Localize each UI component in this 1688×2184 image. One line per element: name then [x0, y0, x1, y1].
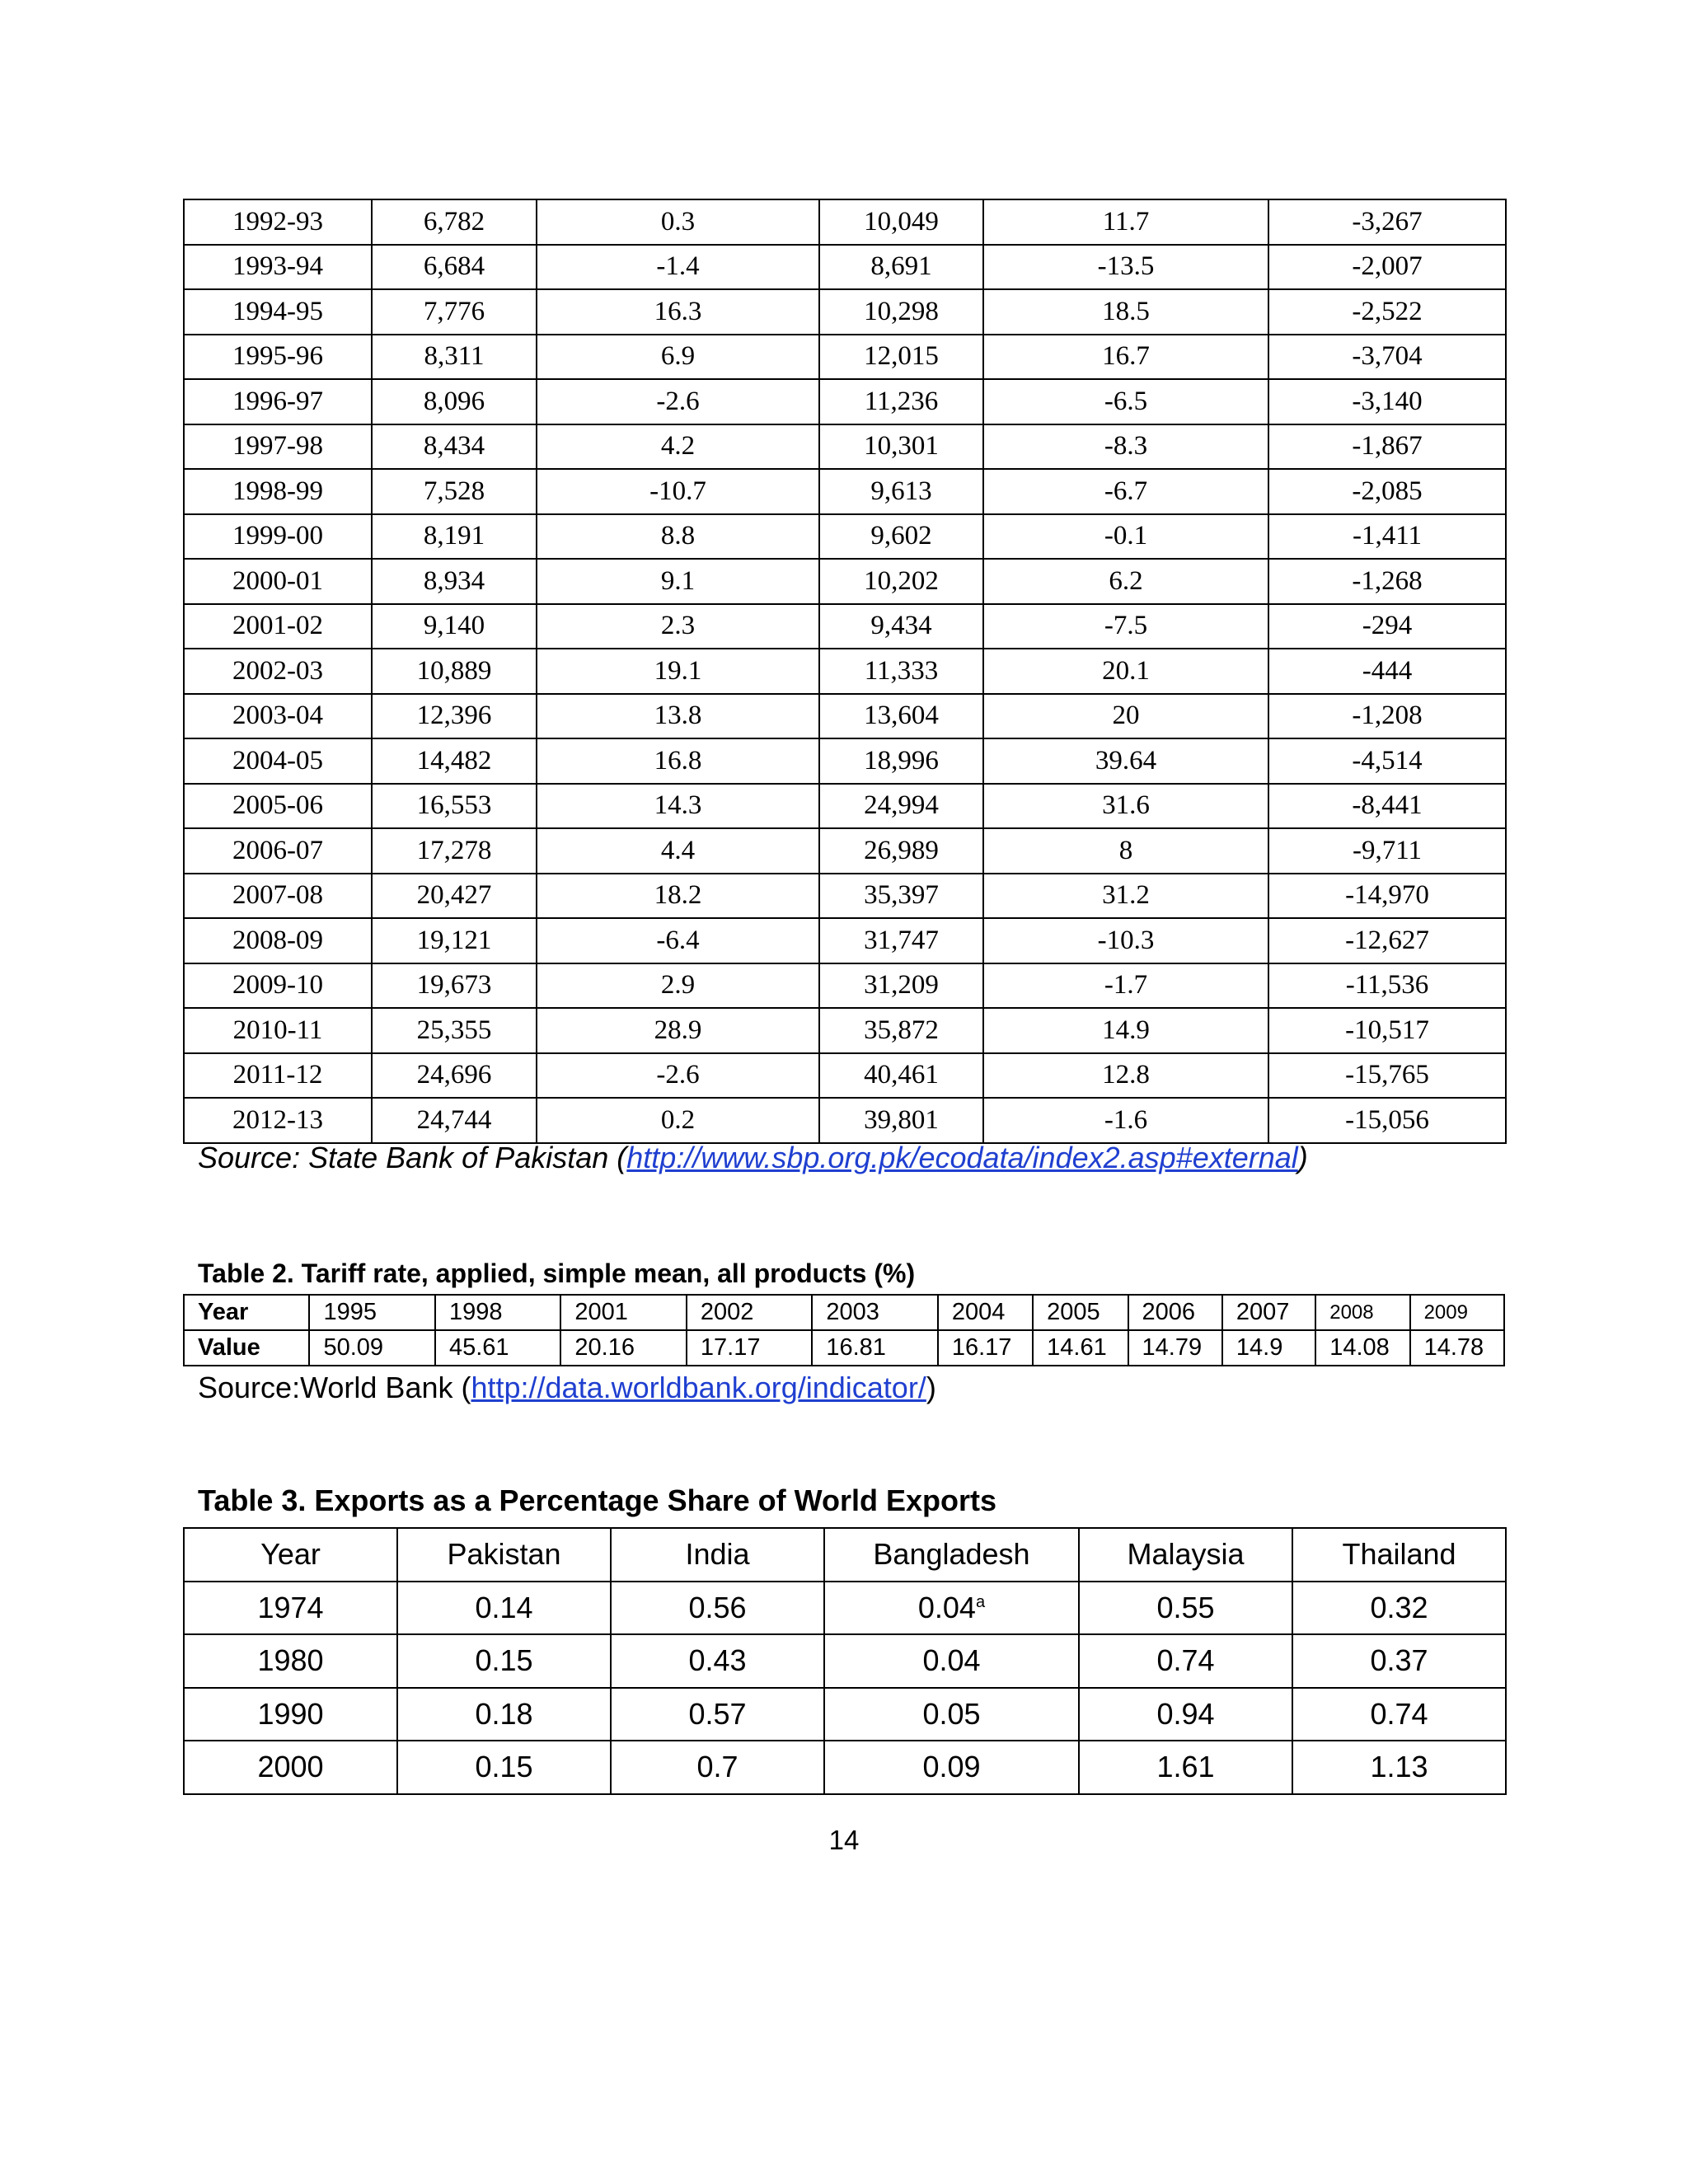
table-cell: 6.9: [537, 335, 819, 380]
tariff-year-cell: 2001: [560, 1295, 686, 1330]
table-cell: 0.37: [1292, 1634, 1506, 1688]
table-cell: 28.9: [537, 1008, 819, 1053]
table-cell: 1992-93: [184, 199, 372, 245]
footnote-marker: a: [975, 1592, 986, 1611]
table-cell: -8,441: [1268, 784, 1506, 829]
table-row: [184, 379, 1506, 424]
tariff-year-cell: 2008: [1315, 1295, 1409, 1330]
table-cell: -10,517: [1268, 1008, 1506, 1053]
table-row: [184, 784, 1506, 829]
table-cell: -0.1: [983, 514, 1268, 560]
table-cell: -2,085: [1268, 469, 1506, 514]
tariff-value-cell: 17.17: [687, 1330, 812, 1366]
table-cell: 2006-07: [184, 828, 372, 874]
table-cell: 1994-95: [184, 289, 372, 335]
tariff-value-cell: 14.78: [1410, 1330, 1504, 1366]
table-cell: 9,602: [819, 514, 983, 560]
table-cell: 1995-96: [184, 335, 372, 380]
table-cell: -1.7: [983, 963, 1268, 1009]
table-cell: 2010-11: [184, 1008, 372, 1053]
table-cell: -3,140: [1268, 379, 1506, 424]
table-cell: 2000-01: [184, 559, 372, 604]
table-cell: -9,711: [1268, 828, 1506, 874]
table-cell: 7,528: [372, 469, 537, 514]
table-cell: -14,970: [1268, 874, 1506, 919]
table-cell: 8: [983, 828, 1268, 874]
table-row: [184, 963, 1506, 1009]
table-cell: 31,209: [819, 963, 983, 1009]
table-cell: 26,989: [819, 828, 983, 874]
table-row: [184, 1634, 1506, 1688]
table-cell: -7.5: [983, 604, 1268, 649]
table-cell: 39,801: [819, 1098, 983, 1143]
table-row: [184, 424, 1506, 470]
table-cell: 2005-06: [184, 784, 372, 829]
table-row: [184, 828, 1506, 874]
world-exports-share-body: [184, 1528, 1506, 1794]
table-row: [184, 1582, 1506, 1635]
table-cell: -1,411: [1268, 514, 1506, 560]
table-cell: 0.04: [824, 1634, 1079, 1688]
table-cell: 12.8: [983, 1053, 1268, 1099]
table-cell: -15,765: [1268, 1053, 1506, 1099]
table-row: [184, 514, 1506, 560]
table-cell: 18.2: [537, 874, 819, 919]
table-cell: 0.15: [397, 1741, 611, 1794]
table-cell: -12,627: [1268, 918, 1506, 963]
table-cell: 9,140: [372, 604, 537, 649]
table-cell: 40,461: [819, 1053, 983, 1099]
table-cell: [824, 1582, 1079, 1635]
table-header-row: [184, 1528, 1506, 1582]
table-cell: 2002-03: [184, 649, 372, 694]
table-cell: -2,007: [1268, 245, 1506, 290]
table-cell: 14,482: [372, 738, 537, 784]
table-cell: 19.1: [537, 649, 819, 694]
table-cell: 8,934: [372, 559, 537, 604]
table-row: [184, 1098, 1506, 1143]
tariff-value-row: [184, 1330, 1504, 1366]
table-cell: -1.4: [537, 245, 819, 290]
table-cell: -6.7: [983, 469, 1268, 514]
table-cell: -294: [1268, 604, 1506, 649]
table-cell: 0.18: [397, 1688, 611, 1741]
table-cell: 10,889: [372, 649, 537, 694]
table-cell: 13,604: [819, 694, 983, 739]
column-header: Malaysia: [1079, 1528, 1292, 1582]
table-cell: 4.4: [537, 828, 819, 874]
table-cell: 2.3: [537, 604, 819, 649]
table2-source: Source:World Bank (http://data.worldbank.org/indicator/): [198, 1371, 936, 1404]
table-cell: 1.13: [1292, 1741, 1506, 1794]
table-cell: 2001-02: [184, 604, 372, 649]
table-cell: 1998-99: [184, 469, 372, 514]
table-cell: 0.74: [1079, 1634, 1292, 1688]
export-import-table: [183, 199, 1507, 1144]
table-cell: 10,049: [819, 199, 983, 245]
table-cell: 35,397: [819, 874, 983, 919]
table-row: [184, 469, 1506, 514]
table-cell: 8.8: [537, 514, 819, 560]
table-cell: 16.3: [537, 289, 819, 335]
table-cell: 8,691: [819, 245, 983, 290]
table-cell: 1.61: [1079, 1741, 1292, 1794]
table-cell: 8,434: [372, 424, 537, 470]
tariff-year-cell: 2002: [687, 1295, 812, 1330]
table-cell: -1,208: [1268, 694, 1506, 739]
tariff-year-row: [184, 1295, 1504, 1330]
table-cell: 0.94: [1079, 1688, 1292, 1741]
table-row: [184, 918, 1506, 963]
tariff-year-cell: 2004: [938, 1295, 1033, 1330]
table-cell: 4.2: [537, 424, 819, 470]
tariff-value-cell: 14.08: [1315, 1330, 1409, 1366]
world-exports-share-table: [183, 1527, 1507, 1795]
table-cell: 10,202: [819, 559, 983, 604]
table-cell: 12,396: [372, 694, 537, 739]
table-cell: 17,278: [372, 828, 537, 874]
tariff-value-cell: 14.9: [1222, 1330, 1315, 1366]
table-row: [184, 335, 1506, 380]
table-row: [184, 738, 1506, 784]
table-cell: -11,536: [1268, 963, 1506, 1009]
table-row: [184, 1688, 1506, 1741]
table-cell: 7,776: [372, 289, 537, 335]
table-cell: 31.6: [983, 784, 1268, 829]
table-cell: 8,191: [372, 514, 537, 560]
tariff-value-cell: 14.79: [1128, 1330, 1222, 1366]
tariff-value-cell: 16.17: [938, 1330, 1033, 1366]
table-cell: 35,872: [819, 1008, 983, 1053]
export-import-table-body: [184, 199, 1506, 1143]
table-cell: -10.7: [537, 469, 819, 514]
table-cell: 2011-12: [184, 1053, 372, 1099]
tariff-year-cell: 2006: [1128, 1295, 1222, 1330]
table-row: [184, 1741, 1506, 1794]
table-cell: 6.2: [983, 559, 1268, 604]
table-cell: 20.1: [983, 649, 1268, 694]
table-row: [184, 1008, 1506, 1053]
cell-value: 0.04: [917, 1590, 976, 1624]
table-cell: 10,298: [819, 289, 983, 335]
table-cell: -1.6: [983, 1098, 1268, 1143]
table-cell: -444: [1268, 649, 1506, 694]
table-cell: 9,613: [819, 469, 983, 514]
column-header: Thailand: [1292, 1528, 1506, 1582]
table-cell: 1993-94: [184, 245, 372, 290]
table-cell: 19,673: [372, 963, 537, 1009]
table-cell: 0.56: [611, 1582, 824, 1635]
table-cell: 0.7: [611, 1741, 824, 1794]
table-cell: 2008-09: [184, 918, 372, 963]
table-cell: 2003-04: [184, 694, 372, 739]
table-cell: -2.6: [537, 379, 819, 424]
table-cell: 10,301: [819, 424, 983, 470]
table-cell: -10.3: [983, 918, 1268, 963]
table-cell: -2,522: [1268, 289, 1506, 335]
table-cell: 31.2: [983, 874, 1268, 919]
table-cell: 31,747: [819, 918, 983, 963]
table-cell: 6,782: [372, 199, 537, 245]
worldbank-source-link[interactable]: http://data.worldbank.org/indicator/: [471, 1371, 926, 1404]
tariff-rate-table: [183, 1294, 1505, 1366]
table-cell: 25,355: [372, 1008, 537, 1053]
table2-caption: Table 2. Tariff rate, applied, simple mean, all products (%): [198, 1258, 916, 1288]
table-cell: -3,267: [1268, 199, 1506, 245]
tariff-value-cell: 16.81: [812, 1330, 937, 1366]
table-cell: -8.3: [983, 424, 1268, 470]
table-cell: 0.32: [1292, 1582, 1506, 1635]
column-header: India: [611, 1528, 824, 1582]
table-cell: 24,994: [819, 784, 983, 829]
table-cell: 13.8: [537, 694, 819, 739]
table-cell: 14.9: [983, 1008, 1268, 1053]
tariff-value-cell: 20.16: [560, 1330, 686, 1366]
tariff-year-cell: 1998: [435, 1295, 560, 1330]
table-cell: 18.5: [983, 289, 1268, 335]
table-cell: -13.5: [983, 245, 1268, 290]
tariff-value-label: Value: [184, 1330, 309, 1366]
table-cell: 0.2: [537, 1098, 819, 1143]
table-cell: 0.05: [824, 1688, 1079, 1741]
table-cell: -4,514: [1268, 738, 1506, 784]
table-cell: -15,056: [1268, 1098, 1506, 1143]
table-cell: 1974: [184, 1582, 397, 1635]
table-row: [184, 1053, 1506, 1099]
tariff-year-cell: 2009: [1410, 1295, 1504, 1330]
table-cell: 0.15: [397, 1634, 611, 1688]
table-cell: 11,236: [819, 379, 983, 424]
column-header: Pakistan: [397, 1528, 611, 1582]
table1-source: Source: State Bank of Pakistan (http://www.sbp.org.pk/ecodata/index2.asp#external): [198, 1141, 1308, 1174]
table-row: [184, 874, 1506, 919]
table-row: [184, 245, 1506, 290]
table-cell: 0.09: [824, 1741, 1079, 1794]
table-row: [184, 694, 1506, 739]
table-cell: -3,704: [1268, 335, 1506, 380]
table-row: [184, 604, 1506, 649]
table-cell: 2012-13: [184, 1098, 372, 1143]
table-cell: 0.43: [611, 1634, 824, 1688]
table-cell: 16,553: [372, 784, 537, 829]
table-cell: 2000: [184, 1741, 397, 1794]
table-cell: 0.14: [397, 1582, 611, 1635]
tariff-value-cell: 14.61: [1033, 1330, 1128, 1366]
table-cell: -1,867: [1268, 424, 1506, 470]
tariff-year-cell: 1995: [309, 1295, 434, 1330]
table-cell: 1999-00: [184, 514, 372, 560]
table-cell: 16.7: [983, 335, 1268, 380]
table-cell: 19,121: [372, 918, 537, 963]
tariff-year-cell: 2005: [1033, 1295, 1128, 1330]
table-cell: 1980: [184, 1634, 397, 1688]
table-cell: -1,268: [1268, 559, 1506, 604]
table-cell: 2007-08: [184, 874, 372, 919]
table-row: [184, 649, 1506, 694]
table-cell: 16.8: [537, 738, 819, 784]
table-cell: 0.74: [1292, 1688, 1506, 1741]
table-cell: 24,744: [372, 1098, 537, 1143]
table-row: [184, 559, 1506, 604]
sbp-source-link[interactable]: http://www.sbp.org.pk/ecodata/index2.asp#external: [626, 1141, 1298, 1174]
table-cell: 8,096: [372, 379, 537, 424]
table-cell: 14.3: [537, 784, 819, 829]
table3-caption: Table 3. Exports as a Percentage Share of World Exports: [198, 1483, 996, 1517]
table-cell: 2009-10: [184, 963, 372, 1009]
table-cell: 2004-05: [184, 738, 372, 784]
table-cell: -6.5: [983, 379, 1268, 424]
table-cell: -2.6: [537, 1053, 819, 1099]
table-cell: 20,427: [372, 874, 537, 919]
table-cell: 6,684: [372, 245, 537, 290]
table-cell: 20: [983, 694, 1268, 739]
table-cell: 2.9: [537, 963, 819, 1009]
table-cell: 0.55: [1079, 1582, 1292, 1635]
table-cell: 1996-97: [184, 379, 372, 424]
table-cell: 1997-98: [184, 424, 372, 470]
table-cell: 9.1: [537, 559, 819, 604]
column-header: Bangladesh: [824, 1528, 1079, 1582]
table-cell: 0.3: [537, 199, 819, 245]
table-cell: 9,434: [819, 604, 983, 649]
table-cell: 11.7: [983, 199, 1268, 245]
table-cell: -6.4: [537, 918, 819, 963]
table-cell: 18,996: [819, 738, 983, 784]
table-cell: 0.57: [611, 1688, 824, 1741]
table-cell: 11,333: [819, 649, 983, 694]
table-cell: 24,696: [372, 1053, 537, 1099]
table-cell: 1990: [184, 1688, 397, 1741]
table-row: [184, 199, 1506, 245]
column-header: Year: [184, 1528, 397, 1582]
table-cell: 12,015: [819, 335, 983, 380]
page-number: 14: [828, 1825, 860, 1855]
tariff-value-cell: 45.61: [435, 1330, 560, 1366]
tariff-year-label: Year: [184, 1295, 309, 1330]
table-cell: 8,311: [372, 335, 537, 380]
tariff-year-cell: 2007: [1222, 1295, 1315, 1330]
table-row: [184, 289, 1506, 335]
tariff-value-cell: 50.09: [309, 1330, 434, 1366]
tariff-year-cell: 2003: [812, 1295, 937, 1330]
table-cell: 39.64: [983, 738, 1268, 784]
